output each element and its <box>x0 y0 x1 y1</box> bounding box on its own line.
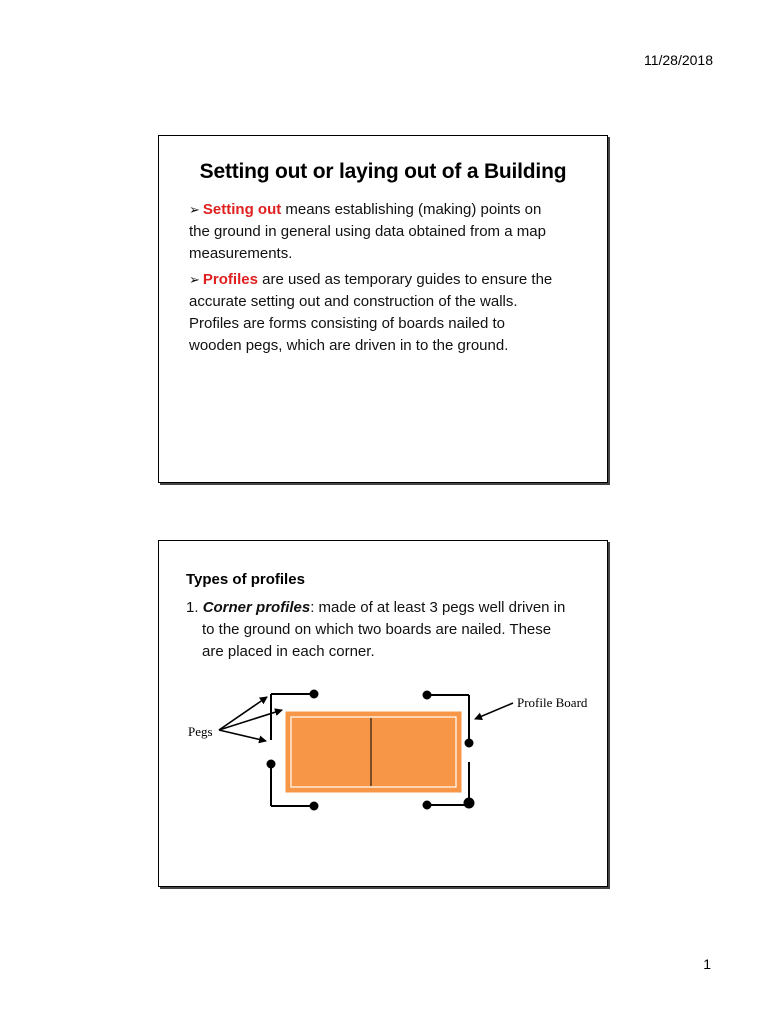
text-line: means establishing (making) points on <box>281 201 542 218</box>
slide-2 <box>158 540 608 887</box>
list-item-corner-profiles <box>186 597 596 663</box>
page-date: 11/28/2018 <box>643 52 713 68</box>
text-line: accurate setting out and construction of the walls. <box>189 293 518 310</box>
term-profiles: Profiles <box>202 271 258 288</box>
text-line: measurements. <box>189 245 293 262</box>
slide-1 <box>158 135 608 483</box>
slide-title: Setting out or laying out of a Building <box>199 160 567 183</box>
arrow-bullet-icon: ➢ <box>189 272 200 287</box>
term-setting-out: Setting out <box>202 201 282 218</box>
text-line: : made of at least 3 pegs well driven in <box>310 599 566 616</box>
pegs-arrows <box>219 697 282 741</box>
label-pegs: Pegs <box>188 724 213 739</box>
paragraph-setting-out <box>189 199 589 265</box>
label-profile-board: Profile Board <box>517 695 588 710</box>
text-line: to the ground on which two boards are nailed. These <box>202 621 552 638</box>
text-line: are placed in each corner. <box>202 643 375 660</box>
text-line: Profiles are forms consisting of boards nailed to <box>189 315 505 332</box>
text-line: the ground in general using data obtained from a map <box>189 223 546 240</box>
arrow-bullet-icon: ➢ <box>189 202 200 217</box>
text-line: wooden pegs, which are driven in to the ground. <box>189 337 509 354</box>
text-line: are used as temporary guides to ensure the <box>257 271 553 288</box>
paragraph-profiles <box>189 269 589 357</box>
corner-profiles-diagram <box>159 681 607 821</box>
profile-board-arrow <box>475 703 513 719</box>
page-number: 1 <box>703 956 711 972</box>
building-outline <box>286 712 461 792</box>
item-number: 1. <box>186 599 203 616</box>
subheading-types-of-profiles: Types of profiles <box>186 571 305 588</box>
term-corner-profiles: Corner profiles <box>202 599 311 616</box>
